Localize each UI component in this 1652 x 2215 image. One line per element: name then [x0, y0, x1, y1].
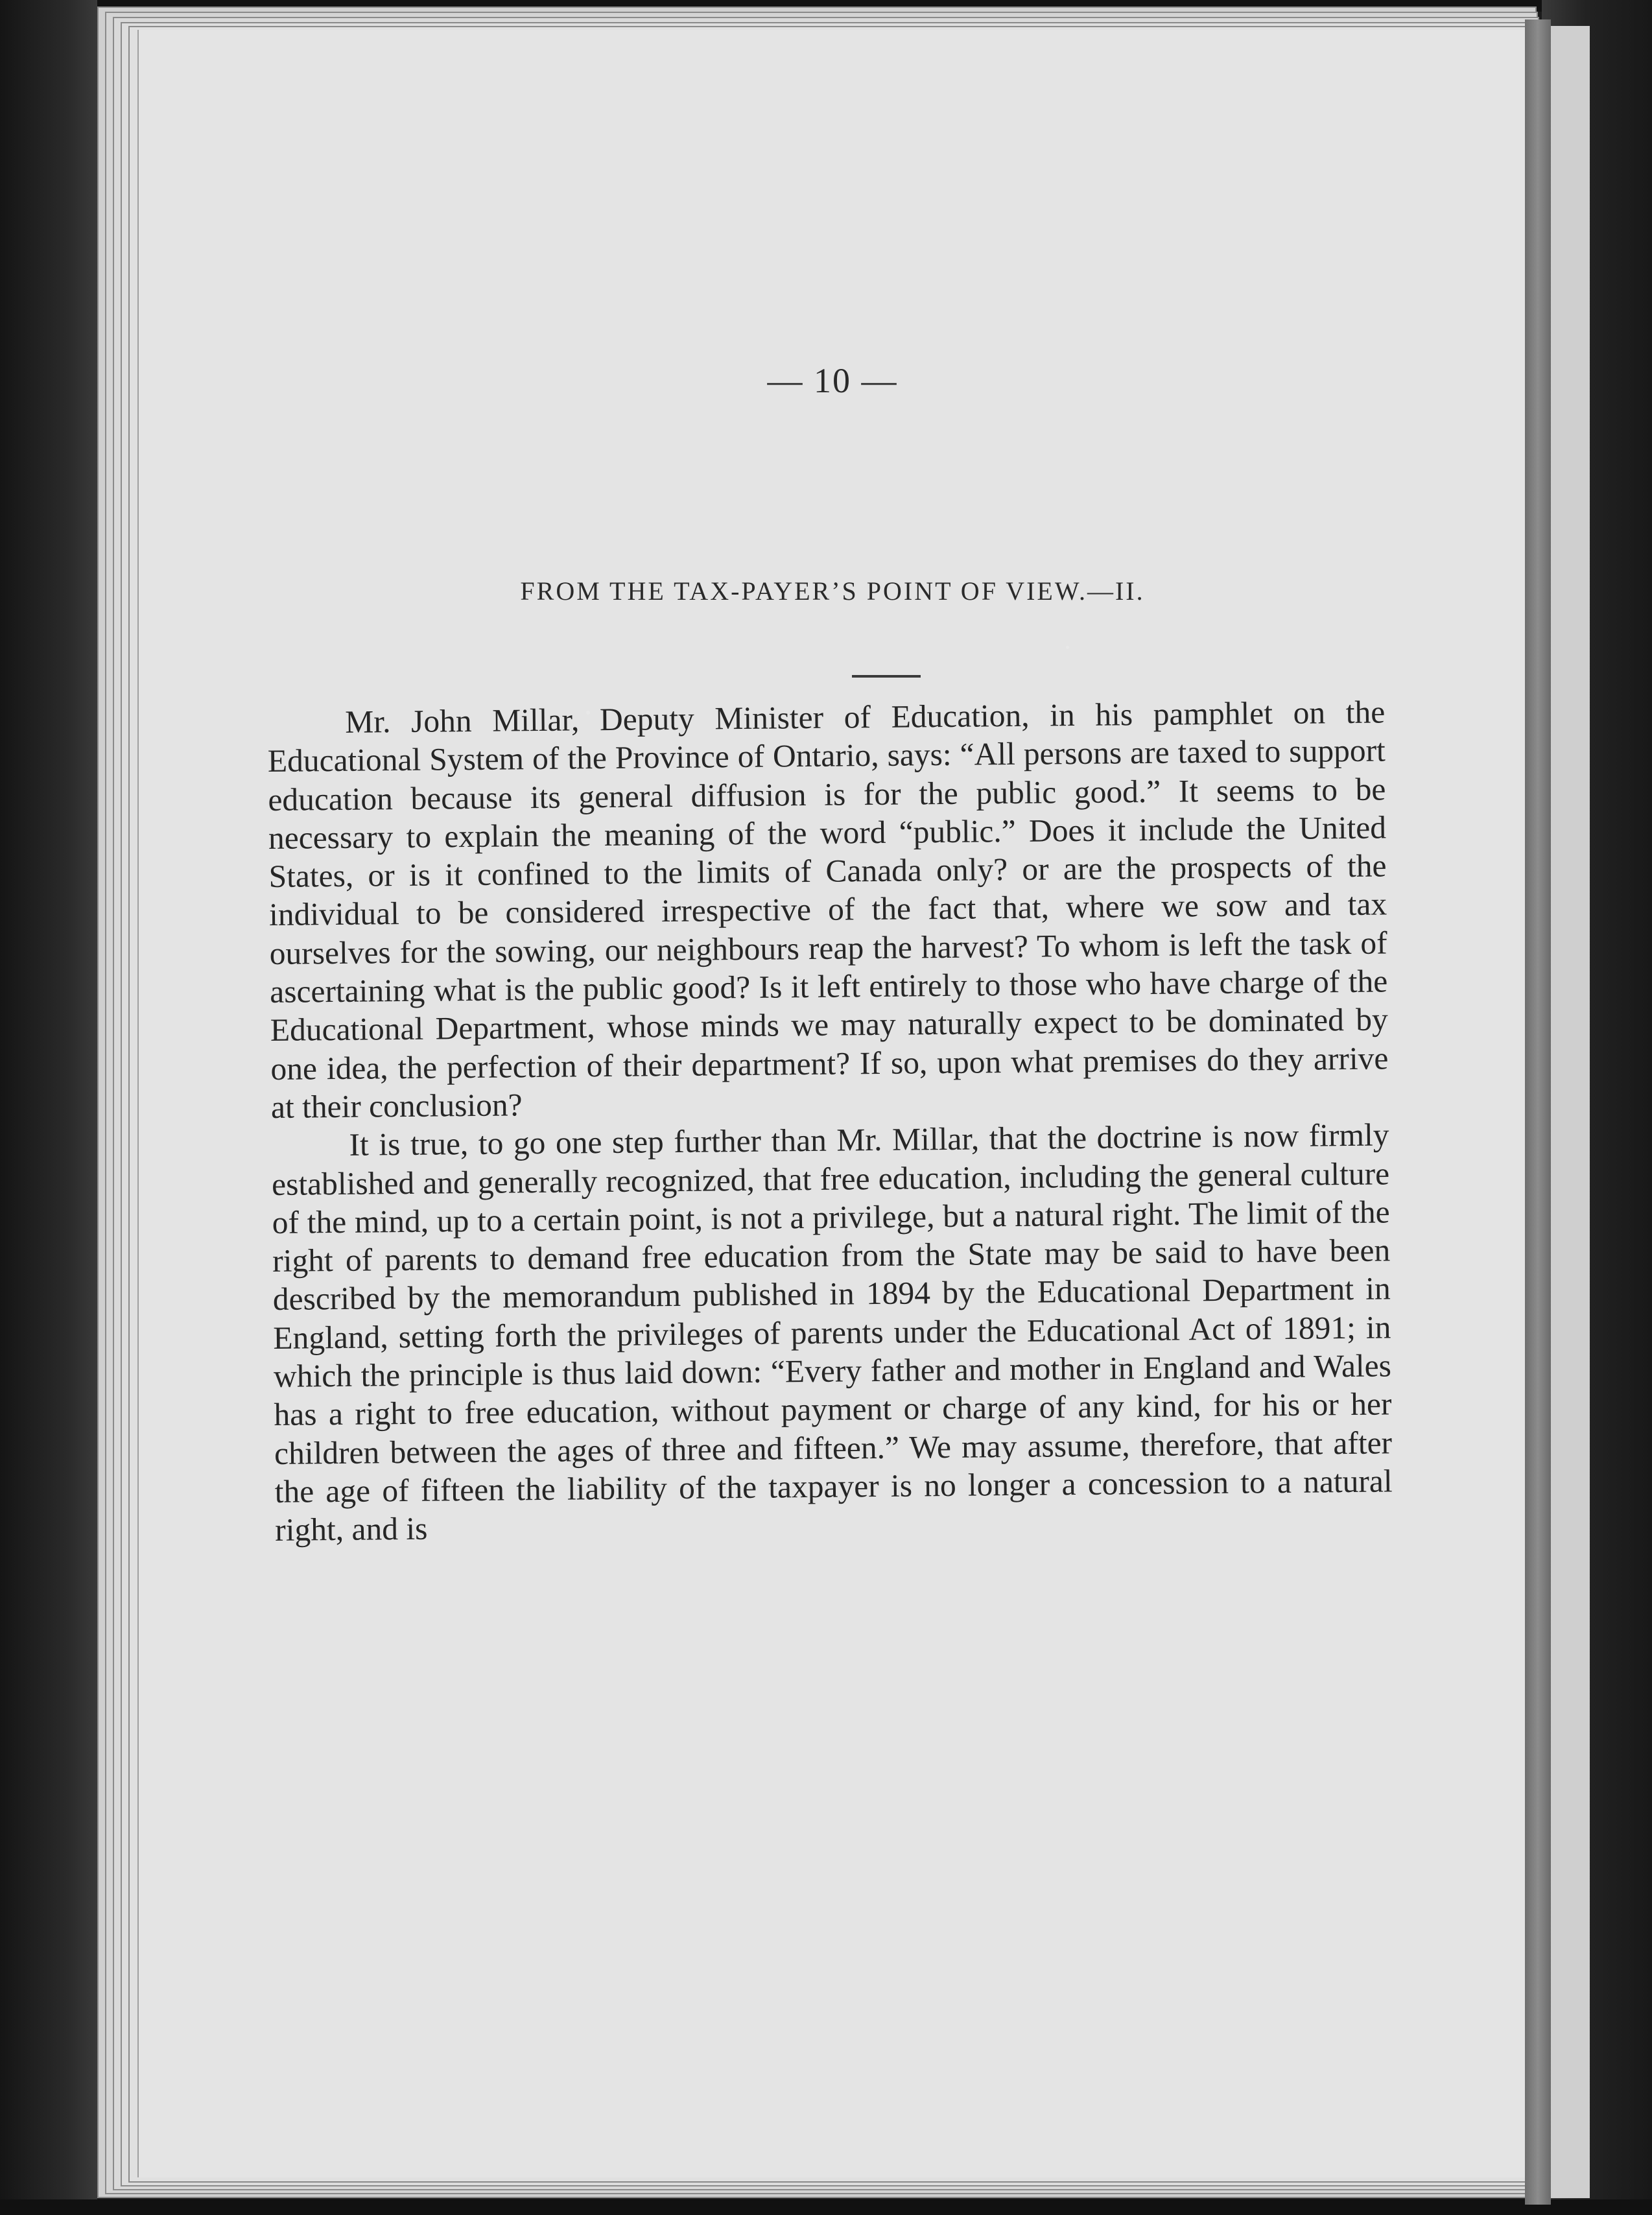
paragraph: It is true, to go one step further than Mr. Millar, that the doctrine is now firmly established and generally recognized, that free education, including the general culture of the mind, up to a certain point, is not a privilege, but a natural right. The limit of the right of parents to demand free education from the State may be said to have been described by the memorandum published in 1894 by the Educational Department in England, setting forth the privileges of parents under the Educational Act of 1891; in which the principle is thus laid down: “Every father and mother in England and Wales has a right to free education, without payment or charge of any kind, for his or her children between the ages of three and fifteen.” We may assume, therefore, that after the age of fifteen the liability of the taxpayer is no longer a concession to a natural right, and is [271, 1117, 1393, 1548]
scan-speck [1066, 646, 1069, 649]
scan-border-left [0, 0, 97, 2215]
chapter-title: FROM THE TAX-PAYER’S POINT OF VIEW.—II. [520, 576, 1145, 606]
paragraph: Mr. John Millar, Deputy Minister of Education, in his pamphlet on the Educational System of the Province of Ontario, says: “All persons are taxed to support education because its general diffusion is for the public good.” It seems to be necessary to explain the meaning of the word “public.” Does it include the United States, or is it confined to the limits of Canada only? or are the prospects of the individual to be considered irrespective of the fact that, where we sow and tax ourselves for the sowing, our neighbours reap the harvest? To whom is left the task of ascertaining what is the public good? Is it left entirely to those who have charge of the Educational Department, whose minds we may naturally expect to be dominated by one idea, the perfection of their department? If so, upon what premises do they arrive at their conclusion? [267, 694, 1389, 1125]
body-text [267, 693, 1393, 1549]
book-spine-shadow [1525, 19, 1551, 2205]
facing-page-edge [1551, 26, 1590, 2198]
page-number: — 10 — [767, 361, 898, 400]
title-rule [852, 675, 921, 678]
scan-border-bottom [0, 2199, 1652, 2215]
